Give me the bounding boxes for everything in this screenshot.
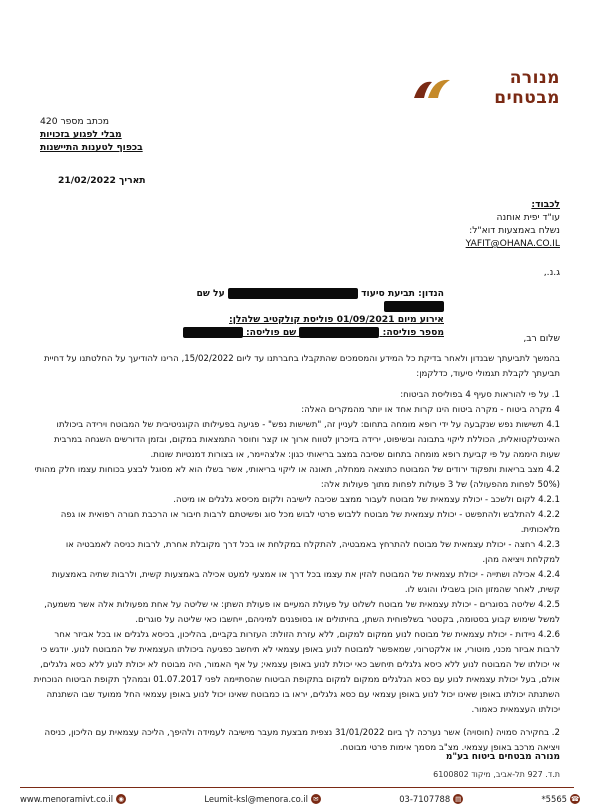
footer-email-text: Leumit-ksl@menora.co.il — [204, 794, 308, 804]
item-4-2-5: 4.2.5 שליטה בסוגרים - יכולת עצמאית של מבוטח לשלוט על פעולת המעיים או פעולת השתן: אי שליטה על אחת מפעולות אלה אשר משמעה, למשל שימוש קבוע בסטומה, בקטטר בשלפוחית השתן, בחיתולים או בסופגנים למיניהם, ייחשבו כאי שליטה על סוגרים. — [44, 600, 560, 625]
footer-phone[interactable] — [541, 794, 580, 804]
salutation: שלום רב, — [523, 333, 560, 344]
menora-logo — [410, 68, 560, 116]
logo-line2: מבטחים — [494, 88, 560, 108]
footer-phone-text: *5565 — [541, 794, 567, 804]
recipient-name: עו"ד יפית אוחנה — [496, 212, 560, 223]
footer-divider — [20, 787, 574, 788]
item-4-2-2: 4.2.2 להתלבש ולהתפשט - יכולת עצמאית של מבוטח ללבוש פרטי לבוש מכל סוג ופשיטתם לרבות חיבור או הרכבת חגורה רפואית או גפה מלאכותית. — [60, 510, 560, 535]
footer-website[interactable] — [20, 794, 126, 804]
mail-icon: ✉ — [311, 794, 321, 804]
letter-body — [32, 352, 560, 756]
recipient-label: לכבוד: — [531, 199, 560, 210]
redacted-policy-name — [183, 327, 243, 338]
letter-date: תאריך 21/02/2022 — [58, 175, 146, 186]
redacted-name — [384, 301, 444, 312]
item-4-1: 4.1 תשישות נפש שנקבעה על ידי רופא מומחה בתחום: לעניין זה, "תשישות נפש" - פגיעה בפעילותו הקוגניטיבית של המבוטח וירידה ביכולתו האינטלקטואלית, הכוללת ליקוי בתבונה ובשיפוט, ירידה בזיכרון לטווח ארוך או קצר וחוסר התמצאות במקום, ובזמן הדורשים השגחה במרבית שעות היממה על פי קביעת רופא מומחה בתחום שסיבה במצב בריאותי כגון: אלצהיימר, או בצורות דמנטיות שונות. — [53, 420, 560, 460]
redacted-claim-number — [228, 288, 358, 299]
subject-name-label: על שם — [196, 288, 225, 299]
subject-line3 — [144, 326, 444, 339]
intro-paragraph: בהמשך לתביעתך שבנדון ולאחר בדיקת כל המידע והמסמכים שהתקבלו בחברתנו עד ליום 15/02/2022, הרינו להודיעך על החלטתנו על דחיית תביעתך לקבלת תגמולי סיעוד, כדלקמן: — [44, 354, 560, 379]
recipient-via: נשלח באמצעות דוא"ל: — [469, 225, 560, 236]
footer-fax-text: 03-7107788 — [399, 794, 451, 804]
item-4-2-1: 4.2.1 לקום ולשכב - יכולת עצמאית של מבוטח לעבור ממצב שכיבה לישיבה ולקום מכיסא גלגלים או מיטה. — [173, 495, 560, 505]
footer-company: מנורה מבטחים ביטוח בע"מ — [445, 752, 560, 762]
footer-email[interactable] — [204, 794, 321, 804]
footer-fax — [399, 794, 463, 804]
footer-address: ת.ד. 927 תל-אביב, מיקוד 6100802 — [433, 770, 560, 779]
item-4-2: 4.2 מצב בריאות ותפקוד ירודים של המבוטח כתוצאה ממחלה, תאונה או ליקוי בריאותי, אשר בשלו הוא לא מסוגל לבצע בכוחות עצמו חלק מהותי (50% לפחות מהפעולה) של 3 פעולות לפחות מתוך פעולות אלה: — [34, 465, 560, 490]
globe-icon: ◉ — [116, 794, 126, 804]
subject-line2: אירוע מיום 01/09/2021 פוליסת קולקטיב שלהלן: — [229, 314, 444, 325]
item-2: 2. בחקירה סמויה (חוסויה) אשר נערכה לך ביום 31/01/2022 נצפית מבצעת מעבר מישיבה לעמידה ולהיפך, הליכה עצמאית עם הליכון, כניסה ויציאה מרכב באופן עצמאי. מצ"ב מסמך אימות פרטי מבוטח. — [44, 728, 560, 753]
redacted-policy-number — [299, 327, 379, 338]
item-4-2-6: 4.2.6 ניידות - יכולת עצמאית של מבוטח לנוע ממקום למקום, ללא עזרת הזולת: העזרות בקביים, בהליכון, בכיסא גלגלים או בכל אביזר אחר לרבות אביזר מכני, מוטורי, או אלקטרוני, שמאפשר למבוטח לנוע באופן עצמאי לא תיחשב כפגיעה ביכולתו העצמאית של המבוטח לנוע. יודגש כי אי יכולתו של המבוטח לנוע ללא כיסא גלגלים תיחשב כאי יכולת לנוע באופן עצמאי; על אף האמור, היה מבוטח לא יכולת לנוע ללא כסא גלגלים, אולם, בעל יכולת עצמאית לנוע עם כסא הגלגלים ממקום למקום בתקופת הביטוח שהסתיימה לפני 01.07.2017 ובמהלך תקופת הביטוח הנוכחית השתנתה יכולתו באופן שאינו יכול לנוע באופן עצמאי עם כסא גלגלים, יראו בו כמבוטח שאינו יכול לנוע באופן עצמאי החל ממועד שבו השתנתה יכולתו העצמאית כאמור. — [33, 630, 560, 715]
item-4-2-3: 4.2.3 רחצה - יכולת עצמאית של מבוטח להתרחץ באמבטיה, להתקלח במקלחת או בכל דרך מקובלת אחרת, לרבות כניסה לאמבטיה או למקלחת ויציאה מהן. — [65, 540, 560, 565]
item-4-2-4: 4.2.4 אכילה ושתייה - יכולת עצמאית של המבוטח להזין את עצמו בכל דרך או אמצעי למעט אכילה באמצעות קשית, ולרבות שתיה באמצעות קשית, לאחר שהמזון הוכן בשבילו והוגש לו. — [51, 570, 560, 595]
dept-line2: בכפוף לטענות התיישנות — [40, 142, 143, 153]
logo-line1: מנורה — [509, 68, 560, 88]
greeting: ג.נ., — [543, 267, 560, 278]
footer-contact-bar — [20, 791, 580, 807]
phone-icon: ☎ — [570, 795, 580, 803]
fax-icon: ▤ — [455, 795, 462, 803]
letter-number: מכתב מספר 420 — [40, 116, 109, 127]
item-4: 4 מקרה ביטוח - מקרה ביטוח הינו קרות אחד או יותר מהמקרים האלה: — [301, 405, 560, 415]
letter-meta — [40, 115, 240, 154]
menora-emblem-icon — [410, 74, 456, 104]
item-1: 1. על פי להוראות סעיף 4 בפוליסת הביטוח: — [400, 390, 560, 400]
recipient-email[interactable]: YAFIT@OHANA.CO.IL — [465, 238, 560, 249]
subject-line1 — [144, 287, 444, 313]
recipient-block — [300, 198, 560, 250]
subject-policy-number-label: מספר פוליסה: — [382, 327, 444, 338]
subject-block — [144, 287, 444, 339]
subject-policy-name-label: שם פוליסה: — [245, 327, 297, 338]
dept-line1: מבלי לפגוע בזכויות — [40, 129, 122, 140]
footer-website-text: www.menoramivt.co.il — [20, 794, 114, 804]
subject-claim-label: הנדון: תביעת סיעוד — [361, 288, 444, 299]
